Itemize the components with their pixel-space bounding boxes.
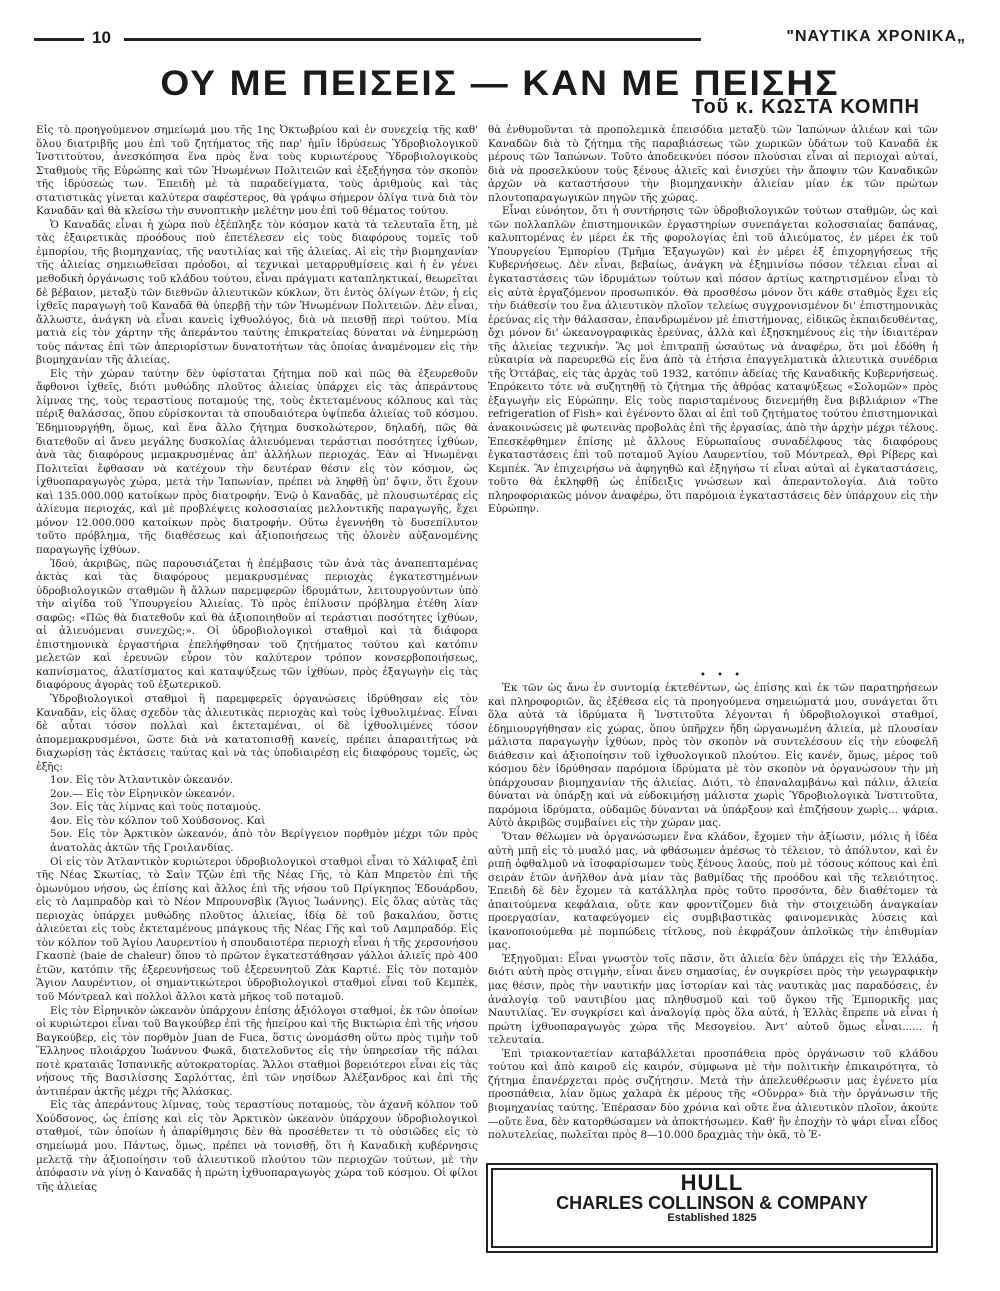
list-item: 2ον.— Εἰς τὸν Εἰρηνικὸν ὠκεανόν. bbox=[50, 787, 235, 800]
advertisement-box bbox=[486, 1163, 938, 1253]
section-separator: • • • bbox=[700, 670, 745, 681]
paragraph: Εἶναι εὐνόητον, ὅτι ἡ συντήρησις τῶν ὑδροβιολογικῶν τούτων σταθμῶν, ὡς καὶ τῶν πολλαπλῶν ἐπιστημονικῶν ἐργαστηρίων συνεπάγεται κολοσσιαίας δαπάνας, καλυπτομένας ἐν μέρει ἐκ τῆς φορολογίας ἐπὶ τοῦ ἁλιεύματος, ἐν μέρει ἐκ τοῦ Ὑπουργείου Ἐμπορίου (Τμῆμα Ἐξαγωγῶν) καὶ ἐν μέρει ἐξ ἐπιχορηγήσεως τῆς Κυβερνήσεως. Δὲν εἶναι, βεβαίως, ἀνάγκη νὰ ἐξημινίσω πόσον τέλειαι εἶναι αἱ ἐγκαταστάσεις τῶν ἱδρυμάτων τούτων καὶ πόσον ἀρτίως κατηρτισμένον εἶναι τὸ εἰς αὐτὰ ἐργαζόμενον προσωπικόν. Θὰ προσθέσω μόνον ὅτι κάθε σταθμὸς ἔχει εἰς τὴν διάθεσίν του ἕνα ἁλιευτικὸν πλοῖον τελείως συγχρονισμένον δι' ἐπιστημονικὰς ἐρεύνας εἰς τὴν θάλασσαν, ἐπανδρωμένον μὲ ἐπιστήμονας, εἰδικῶς ἐκπαιδευθέντας, ὄχι μόνον δι' ὠκεανογραφικὰς ἐρεύνας, ἀλλὰ καὶ ἐξησκημένους εἰς τὴν ἰδιαιτέραν τῆς ἁλιείας τεχνικήν. Ἂς μοὶ ἐπιτραπῇ ὡσαύτως νὰ ἀναφέρω, ὅτι μοὶ ἐδόθη ἡ εὐκαιρία νὰ παρευρεθῶ εἰς ἕνα ἀπὸ τὰ ἐτήσια ἐπαγγελματικὰ ἁλιευτικὰ συνέδρια τῆς Ὀττάβας, εἰς τὰς ἀρχὰς τοῦ 1932, κατόπιν ἀδείας τῆς Καναδικῆς Κυβερνήσεως. Ἐπρόκειτο τότε νὰ συζητηθῇ τὸ ζήτημα τῆς ἀθρόας καταψύξεως «Σολομῶν» πρὸς ἐξαγωγὴν εἰς Εὐρώπην. Εἰς τοὺς παρισταμένους διενεμήθη ἕνα βιβλιάριον «The refrigeration of Fish» καὶ ἐγένοντο ὅλαι αἱ ἐπὶ τοῦ ζητήματος τούτου ἐπιστημονικαὶ ἀνακοινώσεις μὲ φωτεινὰς προβολὰς ἐπὶ τῆς ἐργασίας, ἀπὸ τὴν ἀρχὴν μέχρι τέλους. Ἐπεσκέφθημεν ἐπίσης μὲ ἄλλους Εὐρωπαίους συναδέλφους τὰς διαφόρους ἐγκαταστάσεις ἐπὶ τοῦ ποταμοῦ Ἁγίου Λαυρεντίου, τοῦ Μόντρεαλ, Θρὶ Ρίβερς καὶ Κεμπέκ. Ἂν ἐπιχειρήσω νὰ ἀφηγηθῶ καὶ ἐξηγήσω τί εἶναι αὐταὶ αἱ ἐγκαταστάσεις, τοῦτο θὰ ἐκληφθῇ ὡς ἐπίδειξις γνώσεων καὶ ἀπεραντολογία. Διὰ τοῦτο πληροφοριακῶς μόνον ἀναφέρω, ὅτι παρόμοια ἐγκαταστάσεις δὲν ὑπάρχουν εἰς τὴν Εὐρώπην. bbox=[488, 205, 938, 516]
ad-company: CHARLES COLLINSON & COMPANY bbox=[556, 1193, 868, 1213]
right-column-top bbox=[488, 124, 938, 664]
header-rule-right bbox=[124, 38, 701, 41]
ad-city: HULL bbox=[680, 1170, 744, 1195]
paragraph: Ὁ Καναδᾶς εἶναι ἡ χώρα ποὺ ἐξέπληξε τὸν κόσμον κατὰ τὰ τελευταῖα ἔτη, μὲ τὰς ἐξαιρετικὰς προόδους ποὺ ἐπετέλεσεν εἰς τοὺς διαφόρους τομεῖς τοῦ ἐμπορίου, τῆς βιομηχανίας, τῆς ναυτιλίας καὶ τῆς ἁλιείας. Αἱ εἰς τὴν βιομηχανίαν τῆς ἁλιείας σημειωθεῖσαι πρόοδοι, αἱ τεχνικαὶ μεταρρυθμίσεις καὶ ἡ ἐν γένει μεθοδικὴ ὀργάνωσις τοῦ κλάδου τούτου, εἶναι πράγματι καταπληκτικαί, θεωρεῖται δὲ βέβαιον, μεταξὺ τῶν διεθνῶν ἁλιευτικῶν κύκλων, ὅτι ἐντὸς ὀλίγων ἐτῶν, ἡ εἰς ἰχθεῖς παραγωγὴ τοῦ Καναδᾶ θὰ ὑπερβῇ τὴν τῶν Ἡνωμένων Πολιτειῶν. Δὲν εἶναι, ἄλλωστε, ἀνάγκη νὰ εἶναι κανεὶς ἰχθυολόγος, διὰ νὰ πεισθῇ περὶ τούτου. Μία ματιὰ εἰς τὸν χάρτην τῆς ἀπεράντου ταύτης ἐπικρατείας δύναται νὰ ἐνημερώσῃ τοὺς πάντας ἐπὶ τῶν ἀπεριορίστων δυνατοτήτων τὰς ὁποίας ἀναμένομεν εἰς τὴν βιομηχανίαν τῆς ἁλιείας. bbox=[36, 218, 478, 367]
right-column-bottom bbox=[488, 682, 938, 1242]
paragraph: Ὅταν θέλωμεν νὰ ὀργανώσωμεν ἕνα κλάδον, ἔχομεν τὴν ἀξίωσιν, μόλις ἡ ἰδέα αὐτὴ μπῇ εἰς τὸ μυαλό μας, νὰ φθάσωμεν ἀμέσως τὸ τέλειον, τὸ ἀπόλυτον, καὶ ἐν ριπῇ ὀφθαλμοῦ νὰ ἰσοφαρίσωμεν τοὺς ξένους λαούς, ποὺ μὲ τόσους κόπους καὶ ἐπὶ σειρὰν ἐτῶν ἀνῆλθον ἀνὰ μίαν τὰς βαθμίδας τῆς προόδου καὶ τῆς τελειότητος. Ἐπειδὴ δὲ δὲν ἔχομεν τὰ κατάλληλα πρὸς τοῦτο προσόντα, δὲν διαθέτομεν τὰ ἀπαιτούμενα κεφάλαια, οὔτε καν φροντίζομεν διὰ τὴν στοιχειώδη ἀναγκαίαν προεργασίαν, καταφεύγομεν εἰς συμβιβαστικὰς φαινομενικὰς λύσεις καὶ ἱκανοποιούμεθα μὲ πομπώδεις τίτλους, ποὺ ἐκφράζουν ἀπλοϊκῶς τὴν ἐπιθυμίαν μας. bbox=[488, 831, 938, 952]
paragraph: Εἰς τὰς ἀπεράντους λίμνας, τοὺς τεραστίους ποταμούς, τὸν ἀχανῆ κόλπον τοῦ Χούδσονος, ὡς ἐπίσης καὶ εἰς τὸν Ἀρκτικὸν ὠκεανὸν ὑπάρχουν ὑδροβιολογικοὶ σταθμοί, τῶν ὁποίων ἡ ἀπαρίθμησις δὲν θὰ προσέθετεν τι τὸ οὐσιῶδες εἰς τὸ σημείωμά μου. Πάντως, ὅμως, πρέπει νὰ τονισθῇ, ὅτι ἡ Καναδικὴ κυβέρνησις μελετᾷ τὴν ἀξιοποίησιν τοῦ ἁλιευτικοῦ πλούτου τῶν περιοχῶν τούτων, μὲ τὴν ἀπόφασιν νὰ γίνῃ ὁ Καναδᾶς ἡ πρώτη ἰχθυοπαραγωγὸς χώρα τοῦ κόσμου. Οἱ φίλοι τῆς ἁλιείας bbox=[36, 1099, 478, 1193]
list-item: 3ον. Εἰς τὰς λίμνας καὶ τοὺς ποταμούς. bbox=[50, 801, 261, 814]
left-column bbox=[36, 124, 478, 1274]
list-item: 4ον. Εἰς τὸν κόλπον τοῦ Χούδσονος. Καὶ bbox=[50, 814, 266, 827]
ad-established: Established 1825 bbox=[667, 1212, 757, 1224]
magazine-name: "ΝΑΥΤΙΚΑ ΧΡΟΝΙΚΑ„ bbox=[786, 28, 966, 45]
paragraph: Εἰς τὴν χώραν ταύτην δὲν ὑφίσταται ζήτημα ποῦ καὶ πῶς θὰ ἐξευρεθοῦν ἄφθονοι ἰχθεῖς, διότι μυθώδης πλοῦτος ἁλιείας ὑπάρχει εἰς τὰς ἀπεράντους λίμνας της, τοὺς τεραστίους ποταμούς της, τοὺς ἐκτεταμένους κόλπους καὶ τὰς πέριξ θαλάσσας, ὅπου εὑρίσκονται τὰ σπουδαιότερα ὑψίπεδα ἁλιείας τοῦ κόσμου. Ἐδημιουργήθη, ὅμως, καὶ ἕνα ἄλλο ζήτημα δυσκολώτερον, δηλαδή, πῶς θὰ διατεθοῦν αἱ ἄνευ μεγάλης δυσκολίας ἁλιευόμεναι τεράστιαι ποσότητες ἰχθύων, ἀνὰ τὰς διαφόρους μεμακρυσμένας ἀπ' ἀλλήλων περιοχάς. Ἐὰν αἱ Ἡνωμέναι Πολιτεῖαι ἔφθασαν νὰ κατέχουν τὴν δευτέραν θέσιν εἰς τὸν κόσμον, ὡς ἰχθυοπαραγωγὸς χώρα, μετὰ τὴν Ἰαπωνίαν, πρέπει νὰ ληφθῇ ὑπ' ὄψιν, ὅτι ἔχουν καὶ 135.000.000 κατοίκων πρὸς διατροφήν. Ἐνῷ ὁ Καναδᾶς, μὲ πλουσιωτέρας εἰς ἁλίευμα περιοχάς, καὶ μὲ προβλέψεις κολοσσιαίας μελλοντικῆς παραγωγῆς, ἔχει μόνον 12.000.000 κατοίκων πρὸς διατροφήν. Οὕτω ἐγεννήθη τὸ δυσεπίλυτον τοῦτο πρόβλημα, τῆς διαθέσεως καὶ ἀξιοποιήσεως τῆς ὁλονὲν αὐξανομένης παραγωγῆς ἰχθύων. bbox=[36, 367, 478, 556]
page-number: 10 bbox=[92, 28, 111, 47]
paragraph: Ἐκ τῶν ὡς ἄνω ἐν συντομίᾳ ἐκτεθέντων, ὡς ἐπίσης καὶ ἐκ τῶν παρατηρήσεων καὶ πληροφοριῶν, ἃς ἐξέθεσα εἰς τὰ προηγούμενα σημειώματά μου, συνάγεται ὅτι ὅλα αὐτὰ τὰ ἱδρύματα ἢ Ἰνστιτοῦτα λέγονται ἡ ὑδροβιολογικοὶ σταθμοί, ἐδημιουργήθησαν εἰς χώρας, ὅπου ὑπῆρχεν ἤδη ὠργανωμένη ἁλιεία, μὲ πλουσίαν μάλιστα παραγωγὴν ἰχθύων, πρὸς τὸν σκοπὸν νὰ συντελέσουν εἰς τὴν εὐοφελῆ διάθεσιν καὶ ἀξιοποίησιν τοῦ ἰχθυολογικοῦ πλούτου. Εἰς κανέν, ὅμως, μέρος τοῦ κόσμου δὲν ἱδρύθησαν παρόμοια ἱδρύματα μὲ τὸν σκοπὸν νὰ ὀργανώσουν τὴν μὴ ὑπάρχουσαν βιομηχανίαν τῆς ἁλιείας. Διότι, τὸ ἐπαναλαμβάνω καὶ πάλιν, ἁλιεία δύναται νὰ ὑπάρξῃ καὶ νὰ εὐδοκιμήσῃ μάλιστα χωρὶς Ὑδροβιολογικὰ Ἰνστιτοῦτα, παρόμοια ἱδρύματα, οὐδαμῶς δύνανται νὰ ὑπάρξουν καὶ ἐπιζήσουν χωρὶς... ψάρια. Αὐτὸ ἀκριβῶς συμβαίνει εἰς τὴν χώραν μας. bbox=[488, 682, 938, 830]
header-rule-left bbox=[34, 38, 84, 41]
list-item: 5ον. Εἰς τὸν Ἀρκτικὸν ὠκεανόν, ἀπὸ τὸν Βερίγγειον πορθμὸν μέχρι τῶν πρὸς ἀνατολὰς ἀκτῶν τῆς Γροιλανδίας. bbox=[50, 828, 478, 854]
paragraph: Ἐξηγοῦμαι: Εἶναι γνωστὸν τοῖς πᾶσιν, ὅτι ἁλιεία δὲν ὑπάρχει εἰς τὴν Ἑλλάδα, διότι αὐτὴ πρὸς στιγμὴν, εἶναι ἄνευ σημασίας, ἐν συγκρίσει πρὸς τὴν γεωγραφικὴν μας θέσιν, πρὸς τὴν ναυτικήν μας ἱστορίαν καὶ τὰς ναυτικὰς μας παραδόσεις, ἐν ἀναλογίᾳ τοῦ ναυτιβίου μας πληθυσμοῦ καὶ τοῦ ὄγκου τῆς Ἐμπορικῆς μας Ναυτιλίας. Ἐν συγκρίσει καὶ ἀναλογίᾳ πρὸς ὅλα αὐτά, ἡ Ἑλλὰς ἔπρεπε νὰ εἶναι ἡ πρώτη ἰχθυοπαραγωγὸς χώρα τῆς Μεσογείου. Ἀντ' αὐτοῦ ὅμως εἶναι...... ἡ τελευταία. bbox=[488, 952, 938, 1047]
paragraph: Ὑδροβιολογικοὶ σταθμοὶ ἢ παρεμφερεῖς ὀργανώσεις ἱδρύθησαν εἰς τὸν Καναδᾶν, εἰς ὅλας σχεδὸν τὰς ἁλιευτικὰς περιοχὰς καὶ τοὺς ἰχθυολιμένας. Εἶναι δὲ αὗται τόσον πολλαὶ καὶ ἐκτεταμέναι, οἱ δὲ ἰχθυολιμένες τόσον ἀπομεμακρυσμένοι, ὥστε διὰ νὰ κατατοπισθῇ κανείς, πρέπει ἀπαραιτήτως νὰ διαχωρίσῃ τὰς ἐκτάσεις ταύτας καὶ νὰ τὰς ὑποδιαιρέσῃ εἰς διαφόρους τομεῖς, ὡς ἑξῆς: bbox=[36, 692, 478, 773]
paragraph: Εἰς τὸν Εἰρηνικὸν ὠκεανὸν ὑπάρχουν ἐπίσης ἀξιόλογοι σταθμοί, ἐκ τῶν ὁποίων οἱ κυριώτεροι εἶναι τοῦ Βαγκούβερ ἐπὶ τῆς ἠπείρου καὶ τῆς Βικτώρια ἐπὶ τῆς νήσου Βαγκούβερ, εἰς τὸν πορθμὸν Juan de Fuca, ὅστις ὠνομάσθη οὕτω πρὸς τιμὴν τοῦ Ἕλληνος πλοιάρχου Ἰωάννου Φωκᾶ, διατελοῦντος εἰς τὴν ὑπηρεσίαν τῆς πάλαι ποτὲ κραταιᾶς Ἱσπανικῆς αὐτοκρατορίας. Ἄλλοι σταθμοὶ βορειότεροι εἶναι εἰς τὰς νήσους τῆς Βασιλίσσης Σαρλόττας, ἐπὶ τῶν νησίδων Ἀλέξανδρος καὶ ἐπὶ τῆς ἀντιπέραν ἀκτῆς μέχρι τῆς Ἀλάσκας. bbox=[36, 1004, 478, 1098]
paragraph: θὰ ἐνθυμοῦνται τὰ προπολεμικὰ ἐπεισόδια μεταξὺ τῶν Ἰαπώνων ἁλιέων καὶ τῶν Καναδῶν διὰ τὸ ζήτημα τῆς παραβιάσεως τῶν χωρικῶν ὑδάτων τοῦ Καναδᾶ ἐκ μέρους τῶν Ἰαπώνων. Τοῦτο ἀποδεικνύει πόσον πλούσιαι εἶναι αἱ περιοχαὶ αὐταί, διὰ νὰ προσελκύουν τοὺς ξένους ἁλιεῖς καὶ ἐνισχύει τὴν ἄποψιν τῶν Καναδικῶν ἀρχῶν νὰ καταστήσουν τὴν βιομηχανικὴν ἁλιείαν μίαν ἐκ τῶν πρώτων πλουτοπαραγωγικῶν πηγῶν τῆς χώρας. bbox=[488, 124, 938, 204]
article-title: ΟΥ ΜΕ ΠΕΙΣΕΙΣ — ΚΑΝ ΜΕ ΠΕΙΣΗΣ bbox=[160, 64, 840, 103]
article-author: Τοῦ κ. ΚΩΣΤΑ ΚΟΜΠΗ bbox=[691, 96, 920, 118]
page-header bbox=[34, 26, 966, 50]
list-item: 1ον. Εἰς τὸν Ἀτλαντικὸν ὠκεανόν. bbox=[50, 774, 234, 787]
paragraph: Οἱ εἰς τὸν Ἀτλαντικὸν κυριώτεροι ὑδροβιολογικοὶ σταθμοὶ εἶναι τὸ Χάλιφαξ ἐπὶ τῆς Νέας Σκωτίας, τὸ Σαὶν Τζὼν ἐπὶ τῆς Νέας Γῆς, τὸ Κὰπ Μπρετὸν ἐπὶ τῆς ὁμωνύμου νήσου, ὡς ἐπίσης καὶ ἄλλος ἐπὶ τῆς νήσου τοῦ Πρίγκηπος Ἐδουάρδου, εἰς τὸ Λαμπραδὸρ καὶ τὸ Νέον Μπρουνσβὶκ (Ἅγιος Ἰωάννης). Εἰς ὅλας αὐτὰς τὰς περιοχὰς ὑπάρχει μυθώδης πλοῦτος ἁλιείας, ἰδίᾳ δὲ τοῦ βακαλάου, ὅστις ἁλιεύεται εἰς τοὺς ἐκτεταμένους μπάγκους τῆς Νέας Γῆς καὶ τοῦ Λαμπραδόρ. Εἰς τὸν κόλπον τοῦ Ἁγίου Λαυρεντίου ἡ σπουδαιοτέρα περιοχὴ εἶναι ἡ τῆς χερσονήσου Γκασπὲ (baie de chaleur) ὅπου τὸ πρῶτον ἐγκατεστάθησαν γάλλοι ἁλιεῖς πρὸ 400 ἐτῶν, κατόπιν τῆς ἐξερευνήσεως τοῦ ἐξερευνητοῦ Ζὰκ Καρτιέ. Εἰς τὸν ποταμὸν Ἅγιον Λαυρέντιον, οἱ σημαντικώτεροι ὑδροβιολογικοὶ σταθμοὶ εἶναι τοῦ Κεμπὲκ, τοῦ Μόντρεαλ καὶ πολλοὶ ἄλλοι κατὰ μῆκος τοῦ ποταμοῦ. bbox=[36, 855, 478, 1003]
paragraph: Ἐπὶ τριακονταετίαν καταβάλλεται προσπάθεια πρὸς ὀργάνωσιν τοῦ κλάδου τούτου καὶ ἀπὸ καιροῦ εἰς καιρόν, σύμφωνα μὲ τὴν πολιτικὴν ἐπικαιρότητα, τὸ ζήτημα ἐπανέρχεται πρὸς συζήτησιν. Μετὰ τὴν ἀπελευθέρωσιν μας ἐγένετο μία προσπάθεια, λίαν ὅμως χαλαρὰ ἐκ μέρους τῆς «Οὔνρρα» διὰ τὴν ὀργάνωσιν τῆς βιομηχανίας ταύτης. Ἐπέρασαν δύο χρόνια καὶ οὔτε ἕνα ἁλιευτικὸν πλοῖον, ἀκούτε —οὔτε ἕνα, δὲν κατορθώσαμεν νὰ ἀποκτήσωμεν. Καθ' ἣν ἐποχὴν τὸ ψάρι εἶναι εἶδος πολυτελείας, πωλεῖται πρὸς 8—10.000 δραχμὰς τὴν ὀκᾶ, τὸ Ἐ- bbox=[488, 1047, 938, 1142]
paragraph: Ἰδού, ἀκριβῶς, πῶς παρουσιάζεται ἡ ἐπέμβασις τῶν ἀνὰ τὰς ἀναπεπταμένας ἀκτὰς καὶ τὰς διαφόρους μεμακρυσμένας περιοχὰς ἐγκατεστημένων ὑδροβιολογικῶν σταθμῶν ἢ ἄλλων παρεμφερῶν ἱδρυμάτων, λειτουργούντων ὑπὸ τὴν αἰγίδα τοῦ Ὑπουργείου Ἁλιείας. Τὸ πρὸς ἐπίλυσιν πρόβλημα ἐτέθη λίαν σαφῶς: «Πῶς θὰ διατεθοῦν καὶ θὰ ἀξιοποιηθοῦν αἱ τεράστιαι ποσότητες ἰχθύων, αἱ ἁλιευόμεναι συνεχῶς;». Οἱ ὑδροβιολογικοὶ σταθμοὶ καὶ τὰ διάφορα ἐπιστημονικὰ ἐργαστήρια ἐπελήφθησαν τοῦ ζητήματος τούτου καὶ κατόπιν μελετῶν καὶ ἐρευνῶν εὗρον τὸν καλύτερον τρόπον κονσερβοποιήσεως, καπνίσματος, ἁλατίσματος καὶ καταψύξεως τῶν ἰχθύων, πρὸς ἐξαγωγὴν εἰς τὰς διαφόρους ἀγορὰς τοῦ ἐξωτερικοῦ. bbox=[36, 557, 478, 692]
paragraph: Εἰς τὸ προηγούμενον σημείωμά μου τῆς 1ης Ὀκτωβρίου καὶ ἐν συνεχείᾳ τῆς καθ' ὅλου διατριβῆς μου ἐπὶ τοῦ ζητήματος τῆς παρ' ἡμῖν ἱδρύσεως Ὑδροβιολογικοῦ Ἰνστιτούτου, ἀνεσκόπησα ἕνα πρὸς ἕνα τοὺς κυριωτέρους Ὑδροβιολογικοὺς Σταθμοὺς τῆς Εὐρώπης καὶ τῶν Ἡνωμένων Πολιτειῶν καὶ ἐξεξήγησα τὸν σκοπὸν τῆς ἱδρύσεώς των. Ἐπειδὴ μὲ τὰ παραδείγματα, τοὺς ἀριθμοὺς καὶ τὰς στατιστικὰς γίνεται καλύτερα σαφέστερος, θὰ γράψω σήμερον ὀλίγα τινὰ διὰ τὸν Καναδᾶν καὶ θὰ κλείσω τὴν συνοπτικὴν μελέτην μου ἐπὶ τοῦ θέματος τούτου. bbox=[36, 124, 478, 218]
